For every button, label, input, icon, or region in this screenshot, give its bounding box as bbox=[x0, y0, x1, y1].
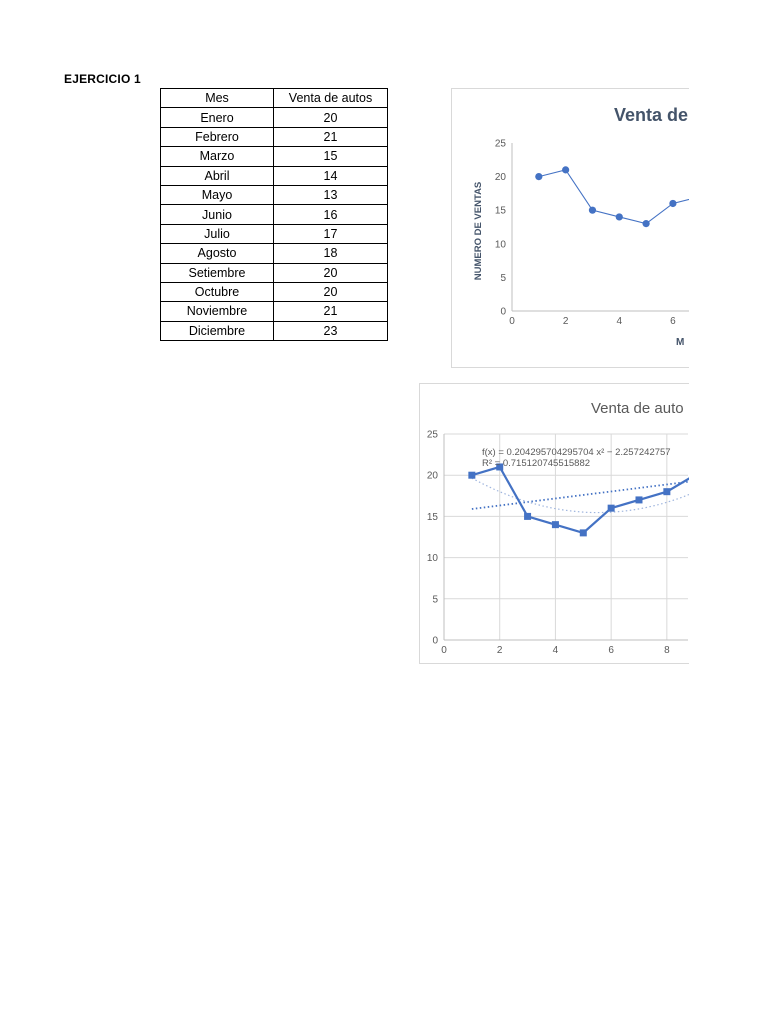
data-point bbox=[468, 472, 475, 479]
y-tick-label: 25 bbox=[426, 429, 438, 441]
month-cell: Enero bbox=[161, 108, 274, 127]
data-point bbox=[663, 488, 670, 495]
table-row bbox=[161, 302, 388, 321]
sales-cell: 15 bbox=[274, 147, 388, 166]
table-row bbox=[161, 224, 388, 243]
x-tick-label: 2 bbox=[562, 316, 569, 327]
sales-cell: 13 bbox=[274, 185, 388, 204]
data-point bbox=[589, 207, 596, 214]
month-cell: Diciembre bbox=[161, 321, 274, 340]
month-cell: Febrero bbox=[161, 127, 274, 146]
table-header-row bbox=[161, 89, 388, 108]
sales-cell: 14 bbox=[274, 166, 388, 185]
x-tick-label: 6 bbox=[608, 645, 614, 656]
sales-cell: 21 bbox=[274, 302, 388, 321]
exercise-heading: EJERCICIO 1 bbox=[64, 72, 141, 86]
sales-cell: 23 bbox=[274, 321, 388, 340]
data-point bbox=[642, 220, 649, 227]
y-tick-label: 0 bbox=[500, 306, 506, 318]
chart-title: Venta de auto bbox=[591, 400, 684, 417]
table-row bbox=[161, 282, 388, 301]
x-tick-label: 8 bbox=[664, 645, 670, 656]
series-line bbox=[472, 467, 689, 533]
x-tick-label: 4 bbox=[552, 645, 559, 656]
month-cell: Marzo bbox=[161, 147, 274, 166]
sales-chart-top[interactable] bbox=[451, 88, 689, 368]
x-tick-label: 0 bbox=[441, 645, 447, 656]
month-cell: Agosto bbox=[161, 244, 274, 263]
table-row bbox=[161, 108, 388, 127]
sales-line-chart bbox=[452, 89, 689, 367]
x-tick-label: 2 bbox=[496, 645, 503, 656]
month-cell: Julio bbox=[161, 224, 274, 243]
y-axis-label: NUMERO DE VENTAS bbox=[473, 181, 484, 281]
month-cell: Mayo bbox=[161, 185, 274, 204]
r-squared-label: R² = 0.715120745515882 bbox=[482, 458, 591, 469]
sales-cell: 20 bbox=[274, 282, 388, 301]
x-axis-label: M bbox=[676, 337, 685, 348]
data-point bbox=[562, 166, 569, 173]
data-point bbox=[669, 200, 676, 207]
sales-table bbox=[160, 88, 388, 341]
month-cell: Junio bbox=[161, 205, 274, 224]
sales-cell: 20 bbox=[274, 108, 388, 127]
sales-cell: 20 bbox=[274, 263, 388, 282]
month-cell: Setiembre bbox=[161, 263, 274, 282]
column-header-sales: Venta de autos bbox=[274, 89, 388, 108]
month-cell: Abril bbox=[161, 166, 274, 185]
table-row bbox=[161, 166, 388, 185]
table-row bbox=[161, 205, 388, 224]
sales-cell: 18 bbox=[274, 244, 388, 263]
data-point bbox=[535, 173, 542, 180]
data-point bbox=[616, 213, 623, 220]
y-tick-label: 15 bbox=[426, 511, 438, 523]
sales-cell: 21 bbox=[274, 127, 388, 146]
y-tick-label: 10 bbox=[494, 239, 506, 251]
table-row bbox=[161, 147, 388, 166]
sales-cell: 17 bbox=[274, 224, 388, 243]
column-header-month: Mes bbox=[161, 89, 274, 108]
trendline-equation: f(x) = 0.204295704295704 x² − 2.257242757 bbox=[482, 447, 671, 458]
y-tick-label: 5 bbox=[500, 272, 506, 284]
sales-trend-chart bbox=[420, 384, 689, 663]
table-row bbox=[161, 263, 388, 282]
x-tick-label: 4 bbox=[616, 316, 623, 327]
x-tick-label: 0 bbox=[509, 316, 515, 327]
data-point bbox=[636, 496, 643, 503]
table-row bbox=[161, 127, 388, 146]
table-row bbox=[161, 321, 388, 340]
y-tick-label: 20 bbox=[426, 470, 438, 482]
data-point bbox=[580, 529, 587, 536]
data-point bbox=[608, 505, 615, 512]
y-tick-label: 0 bbox=[432, 635, 438, 647]
data-point bbox=[552, 521, 559, 528]
chart-title: Venta de bbox=[614, 105, 689, 125]
data-point bbox=[524, 513, 531, 520]
month-cell: Noviembre bbox=[161, 302, 274, 321]
series-line bbox=[539, 170, 689, 224]
sales-cell: 16 bbox=[274, 205, 388, 224]
y-tick-label: 10 bbox=[426, 553, 438, 565]
x-tick-label: 6 bbox=[670, 316, 676, 327]
sales-chart-bottom[interactable] bbox=[419, 383, 689, 664]
y-tick-label: 20 bbox=[494, 172, 506, 184]
y-tick-label: 5 bbox=[432, 594, 438, 606]
table-row bbox=[161, 185, 388, 204]
y-tick-label: 25 bbox=[494, 138, 506, 150]
table-row bbox=[161, 244, 388, 263]
month-cell: Octubre bbox=[161, 282, 274, 301]
y-tick-label: 15 bbox=[494, 205, 506, 217]
